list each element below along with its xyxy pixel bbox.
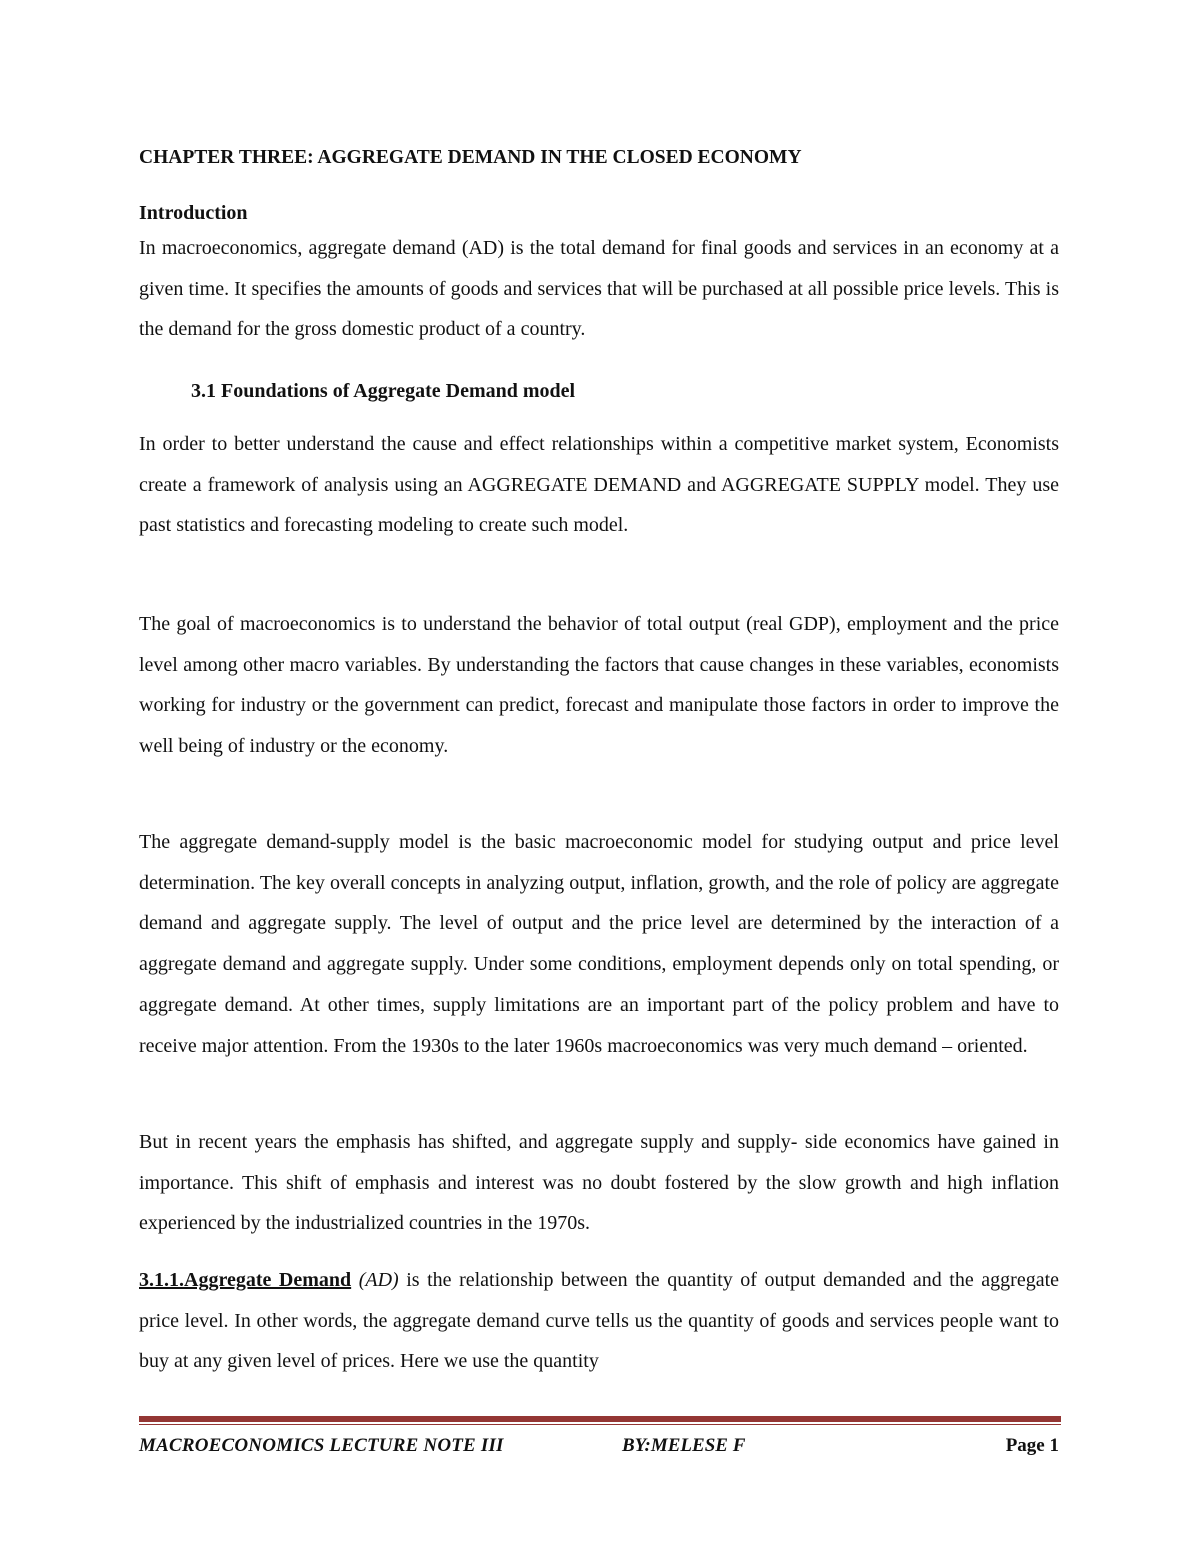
- paragraph-ad-as-model: The aggregate demand-supply model is the basic macroeconomic model for studying output and price level determination. The key overall concepts in analyzing output, inflation, growth, and the role of policy are aggregate demand and aggregate supply. The level of output and the price level are determined by the interaction of a aggregate demand and aggregate supply. Under some conditions, employment depends only on total spending, or aggregate demand. At other times, supply limitations are an important part of the policy problem and have to receive major attention. From the 1930s to the later 1960s macroeconomics was very much demand – oriented.: [139, 831, 1059, 1057]
- footer-author: BY:MELESE F: [622, 1435, 746, 1456]
- paragraph-goal: The goal of macroeconomics is to understand the behavior of total output (real GDP), employment and the price level among other macro variables. By understanding the factors that cause changes in these variables, economists working for industry or the government can predict, forecast and manipulate those factors in order to improve the well being of industry or the economy.: [139, 613, 1059, 758]
- footer-rule-thin: [139, 1424, 1061, 1425]
- section-heading-3-1: 3.1 Foundations of Aggregate Demand model: [191, 380, 576, 402]
- subsection-heading-3-1-1: 3.1.1.Aggregate Demand: [139, 1269, 352, 1291]
- footer-title: MACROECONOMICS LECTURE NOTE III: [139, 1435, 504, 1456]
- footer-rule: [139, 1416, 1061, 1422]
- paragraph-framework: In order to better understand the cause and effect relationships within a competitive market system, Economists create a framework of analysis using an AGGREGATE DEMAND and AGGREGATE SUPPLY model. They use past statistics and forecasting modeling to create such model.: [139, 433, 1059, 537]
- paragraph-recent-emphasis: But in recent years the emphasis has shifted, and aggregate supply and supply- side economics have gained in importance. This shift of emphasis and interest was no doubt fostered by the slow growth and high inflation experienced by the industrialized countries in the 1970s.: [139, 1131, 1059, 1235]
- ad-abbreviation: (AD): [358, 1269, 399, 1291]
- chapter-title: CHAPTER THREE: AGGREGATE DEMAND IN THE CLOSED ECONOMY: [139, 147, 802, 168]
- paragraph-aggregate-demand-definition: [139, 1260, 1059, 1382]
- footer-page-number: Page 1: [1005, 1435, 1059, 1456]
- introduction-paragraph: In macroeconomics, aggregate demand (AD) is the total demand for final goods and services in an economy at a given time. It specifies the amounts of goods and services that will be purchased at all possible price levels. This is the demand for the gross domestic product of a country.: [139, 237, 1059, 341]
- definition-text: is the relationship between the quantity of output demanded and the aggregate price level. In other words, the aggregate demand curve tells us the quantity of goods and services people want to buy at any given level of prices. Here we use the quantity: [139, 1269, 1060, 1373]
- introduction-heading: Introduction: [139, 202, 248, 224]
